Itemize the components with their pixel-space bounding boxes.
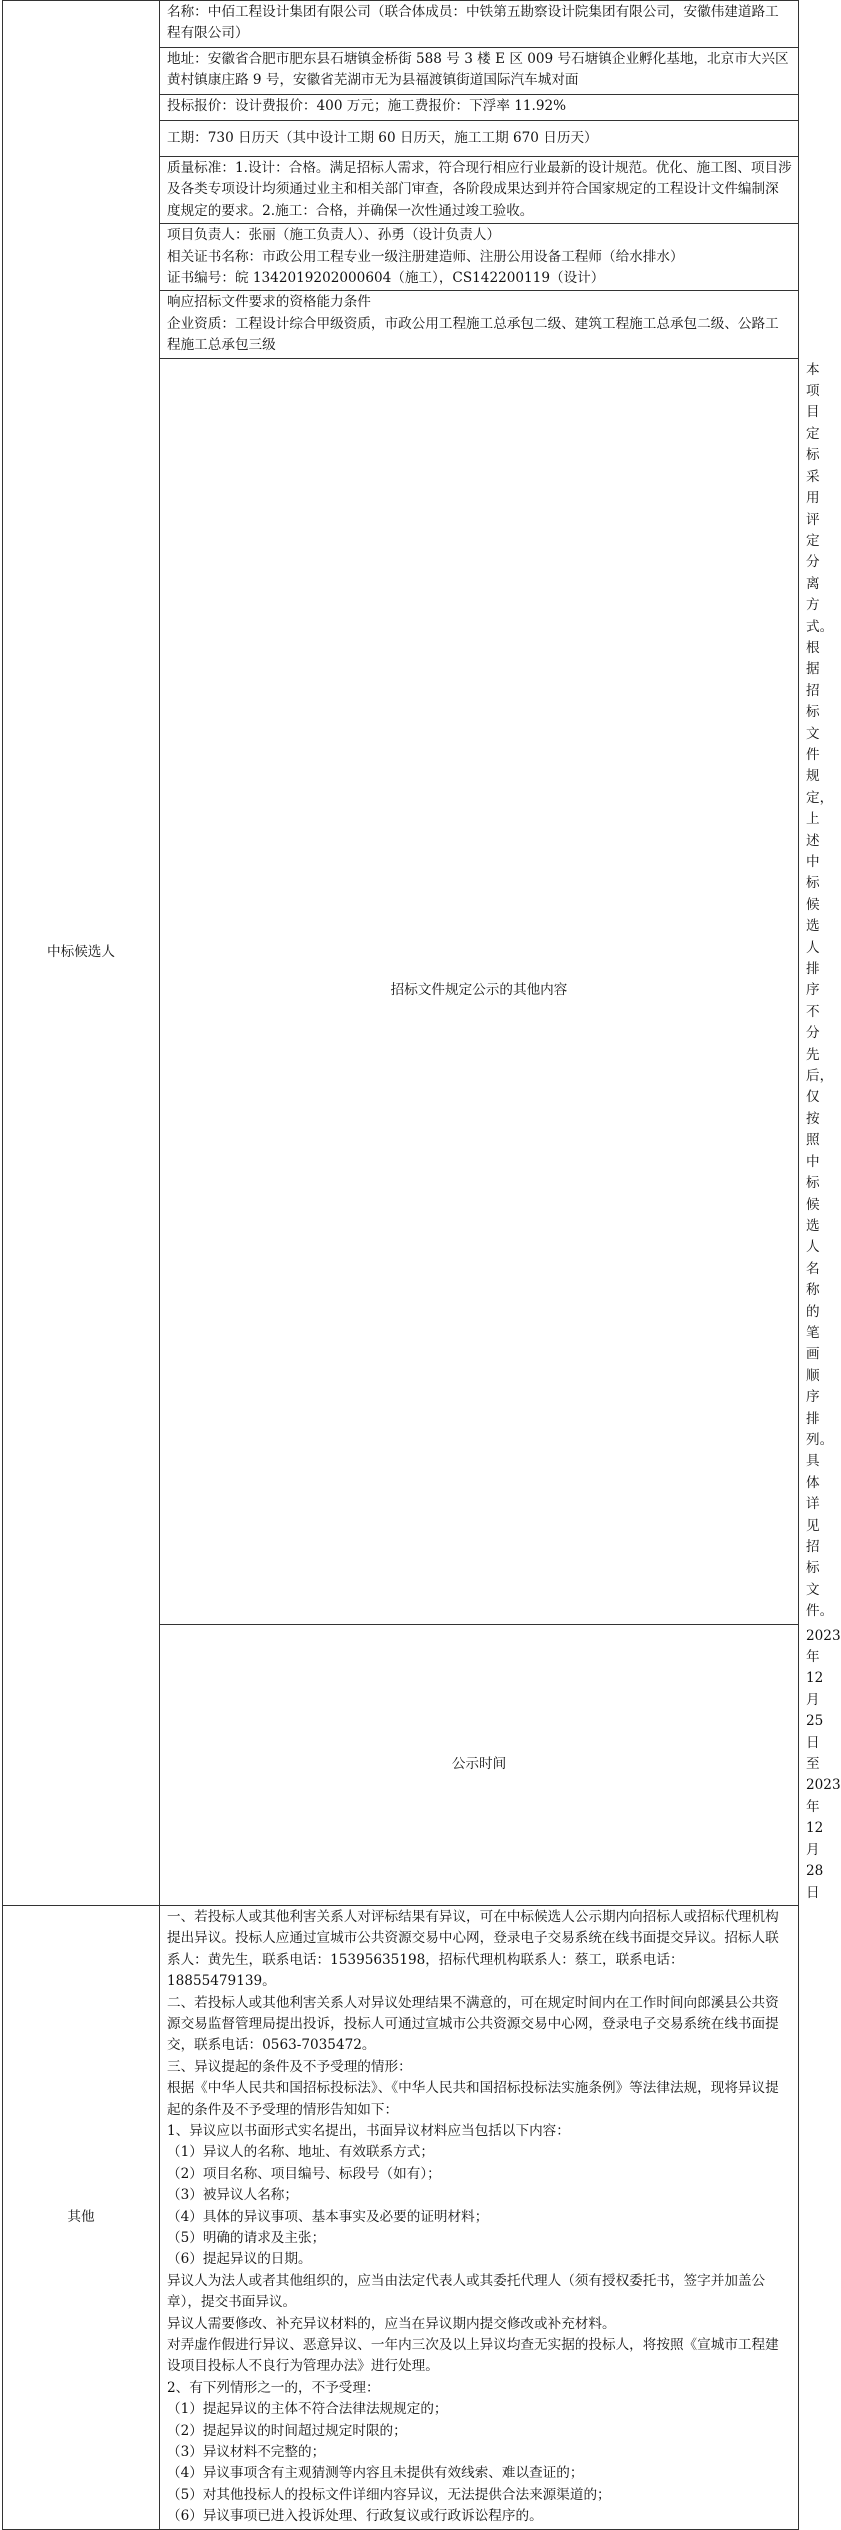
others-line: （1）提起异议的主体不符合法律法规规定的； (167, 2401, 448, 2418)
others-line: 异议人为法人或者其他组织的，应当由法定代表人或其委托代理人（须有授权委托书，签字并加盖公章），提交书面异议。 (167, 2272, 766, 2311)
others-line: （1）异议人的名称、地址、有效联系方式； (167, 2144, 434, 2161)
personnel-cell (160, 224, 799, 291)
other-notice-row: 招标文件规定公示的其他内容 本项目定标采用评定分离方式。根据招标文件规定，上述中标候选人排序不分先后，仅按照中标候选人名称的笔画顺序排列。具体详见招标文件。 (3, 358, 799, 1624)
others-line: 一、若投标人或其他利害关系人对评标结果有异议，可在中标候选人公示期内向招标人或招标代理机构提出异议。投标人应通过宣城市公共资源交易中心网，登录电子交易系统在线书面提交异议。招标人联系人：黄先生，联系电话：15395635198，招标代理机构联系人：蔡工，联系电话：18855479139。 (167, 1908, 779, 1990)
period-row: 公示时间 2023 年 12 月 25 日至 2023 年 12 月 28 日 (3, 1624, 799, 1905)
others-label: 其他 (3, 1905, 160, 2529)
others-line: 二、若投标人或其他利害关系人对异议处理结果不满意的，可在规定时间内在工作时间向郎溪县公共资源交易监督管理局提出投诉，投标人可通过宣城市公共资源交易中心网，登录电子交易系统在线书面提交，联系电话：0563-7035472。 (167, 1994, 779, 2054)
candidate-label: 中标候选人 (3, 1, 160, 1906)
others-line: （3）异议材料不完整的； (167, 2444, 326, 2461)
others-line: （3）被异议人名称； (167, 2187, 298, 2204)
others-line: （4）异议事项含有主观猜测等内容且未提供有效线索、难以查证的； (167, 2465, 584, 2482)
certificate-name: 相关证书名称：市政公用工程专业一级注册建造师、注册公用设备工程师（给水排水） (167, 248, 684, 265)
others-line: （2）提起异议的时间超过规定时限的； (167, 2422, 407, 2439)
others-content (160, 1905, 799, 2529)
project-manager: 项目负责人：张丽（施工负责人）、孙勇（设计负责人） (167, 227, 501, 244)
others-line: 异议人需要修改、补充异议材料的，应当在异议期内提交修改或补充材料。 (167, 2315, 616, 2332)
others-line: 根据《中华人民共和国招标投标法》、《中华人民共和国招标投标法实施条例》等法律法规，现将异议提起的条件及不予受理的情形告知如下： (167, 2080, 779, 2118)
candidate-address: 地址：安徽省合肥市肥东县石塘镇金桥街 588 号 3 楼 E 区 009 号石塘镇企业孵化基地，北京市大兴区黄村镇康庄路 9 号，安徽省芜湖市无为县福渡镇街道国际汽车城对面 (160, 48, 799, 95)
others-row (3, 1905, 799, 2529)
duration: 工期：730 日历天（其中设计工期 60 日历天，施工工期 670 日历天） (160, 121, 799, 157)
certificate-number: 证书编号：皖 1342019202000604（施工），CS142200119（设计） (167, 270, 605, 287)
quality-standard: 质量标准：1.设计：合格。满足招标人需求，符合现行相应行业最新的设计规范。优化、施工图、项目涉及各类专项设计均须通过业主和相关部门审查，各阶段成果达到并符合国家规定的工程设计文件编制深度规定的要求。2.施工：合格，并确保一次性通过竣工验收。 (160, 157, 799, 224)
others-line: （5）对其他投标人的投标文件详细内容异议，无法提供合法来源渠道的； (167, 2486, 611, 2503)
candidate-name: 名称：中佰工程设计集团有限公司（联合体成员：中铁第五勘察设计院集团有限公司，安徽伟建道路工程有限公司） (160, 1, 799, 48)
others-line: （4）具体的异议事项、基本事实及必要的证明材料； (167, 2208, 489, 2225)
others-line: 1、异议应以书面形式实名提出，书面异议材料应当包括以下内容： (167, 2122, 570, 2139)
others-line: （2）项目名称、项目编号、标段号（如有）； (167, 2165, 441, 2182)
bid-price: 投标报价：设计费报价：400 万元；施工费报价：下浮率 11.92% (160, 95, 799, 121)
others-line: （5）明确的请求及主张； (167, 2230, 326, 2246)
bid-result-table (2, 0, 841, 2530)
others-line: 对弄虚作假进行异议、恶意异议、一年内三次及以上异议均查无实据的投标人，将按照《宣城市工程建设项目投标人不良行为管理办法》进行处理。 (167, 2337, 779, 2375)
others-line: （6）异议事项已进入投诉处理、行政复议或行政诉讼程序的。 (167, 2508, 543, 2525)
others-line: （6）提起异议的日期。 (167, 2251, 312, 2268)
others-line: 2、有下列情形之一的，不予受理： (167, 2379, 380, 2396)
period-label: 公示时间 (160, 1624, 799, 1905)
others-line: 三、异议提起的条件及不予受理的情形： (167, 2058, 412, 2075)
candidate-name-row (3, 1, 799, 48)
qualification-title: 响应招标文件要求的资格能力条件 (167, 294, 371, 311)
other-notice-label: 招标文件规定公示的其他内容 (160, 358, 799, 1624)
qualification-cell (160, 291, 799, 358)
qualification-text: 企业资质：工程设计综合甲级资质，市政公用工程施工总承包二级、建筑工程施工总承包二级、公路工程施工总承包三级 (167, 315, 779, 354)
